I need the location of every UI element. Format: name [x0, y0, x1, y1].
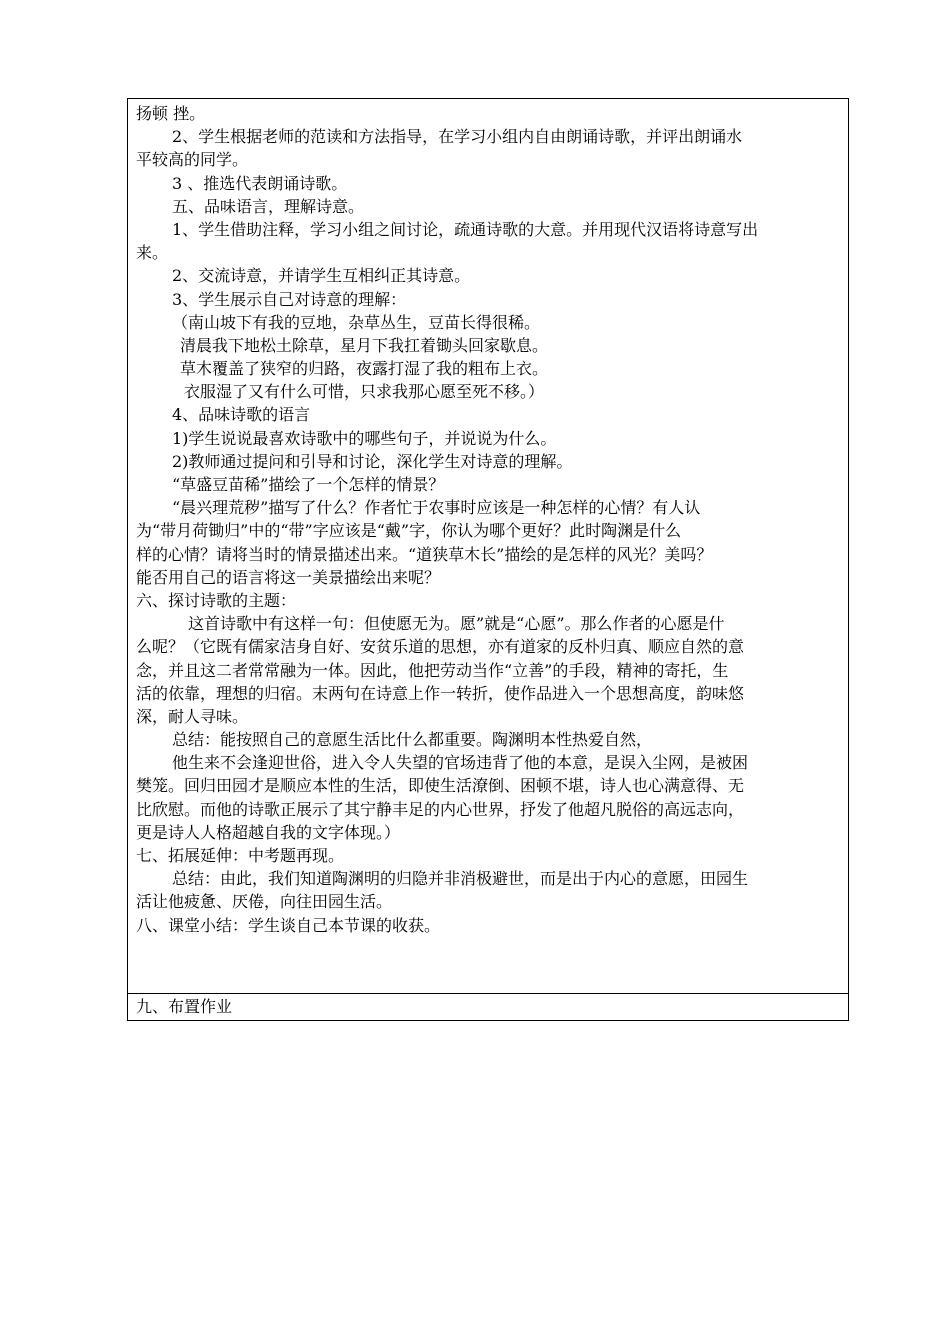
text-line: 4、品味诗歌的语言: [172, 405, 311, 425]
text-line: 念，并且这二者常常融为一体。因此，他把劳动当作“立善”的手段，精神的寄托，生: [136, 660, 729, 680]
text-line: 2)教师通过提问和引导和讨论，深化学生对诗意的理解。: [172, 451, 573, 471]
poem-translation-line: 草木覆盖了狭窄的归路，夜露打湿了我的粗布上衣。: [180, 359, 549, 379]
text-line: 他生来不会逢迎世俗，进入令人失望的官场违背了他的本意，是误入尘网，是被困: [172, 753, 749, 773]
lesson-text-body: [136, 102, 842, 937]
text-line: “草盛豆苗稀”描绘了一个怎样的情景？: [172, 475, 445, 494]
section-heading: 六、探讨诗歌的主题：: [136, 590, 297, 610]
text-line: 样的心情？请将当时的情景描述出来。“道狭草木长”描绘的是怎样的风光？美吗？: [136, 544, 713, 564]
poem-translation-line: 衣服湿了又有什么可惜，只求我那心愿至死不移。）: [184, 382, 545, 402]
text-line: 扬顿 挫。: [136, 104, 206, 123]
text-line: 樊笼。回归田园才是顺应本性的生活，即使生活潦倒、困顿不堪，诗人也心满意得、无: [136, 776, 745, 796]
text-line: 来。: [136, 243, 169, 263]
text-line: 深，耐人寻味。: [136, 706, 249, 726]
poem-translation-line: 清晨我下地松土除草，星月下我扛着锄头回家歇息。: [180, 335, 549, 355]
text-line: 更是诗人人格超越自我的文字体现。）: [136, 822, 401, 842]
text-line: 活让他疲惫、厌倦，向往田园生活。: [136, 892, 393, 912]
text-line: 3、学生展示自己对诗意的理解：: [172, 289, 407, 309]
text-line: 这首诗歌中有这样一句：但使愿无为。愿”就是“心愿”。那么作者的心愿是什: [188, 614, 725, 634]
text-line: 总结：能按照自己的意愿生活比什么都重要。陶渊明本性热爱自然，: [172, 730, 653, 750]
homework-row: [128, 993, 848, 1020]
text-line: 么呢？（它既有儒家洁身自好、安贫乐道的思想，亦有道家的反朴归真、顺应自然的意: [136, 637, 745, 657]
section-heading: 八、课堂小结：学生谈自己本节课的收获。: [136, 915, 441, 935]
text-line: 3 、推选代表朗诵诗歌。: [172, 173, 348, 193]
text-line: 1)学生说说最喜欢诗歌中的哪些句子，并说说为什么。: [172, 428, 557, 448]
section-heading: 九、布置作业: [136, 997, 233, 1016]
text-line: 2、交流诗意，并请学生互相纠正其诗意。: [172, 266, 471, 286]
text-line: 2、学生根据老师的范读和方法指导，在学习小组内自由朗诵诗歌，并评出朗诵水: [172, 127, 743, 147]
text-line: 平较高的同学。: [136, 150, 249, 170]
poem-translation-line: （南山坡下有我的豆地，杂草丛生，豆苗长得很稀。: [172, 312, 541, 332]
text-line: “晨兴理荒秽”描写了什么？作者忙于农事时应该是一种怎样的心情？有人认: [172, 498, 701, 518]
text-line: 为“带月荷锄归”中的“带”字应该是“戴”字，你认为哪个更好？此时陶渊是什么: [136, 521, 682, 541]
section-heading: 七、拓展延伸：中考题再现。: [136, 846, 345, 865]
text-line: 总结：由此，我们知道陶渊明的归隐并非消极避世，而是出于内心的意愿，田园生: [172, 869, 749, 889]
text-line: 活的依靠，理想的归宿。末两句在诗意上作一转折，使作品进入一个思想高度，韵味悠: [136, 683, 745, 703]
section-heading: 五、品味语言，理解诗意。: [172, 196, 365, 216]
text-line: 比欣慰。而他的诗歌正展示了其宁静丰足的内心世界，抒发了他超凡脱俗的高远志向，: [136, 799, 745, 819]
text-line: 1、学生借助注释，学习小组之间讨论，疏通诗歌的大意。并用现代汉语将诗意写出: [172, 219, 759, 239]
text-line: 能否用自己的语言将这一美景描绘出来呢？: [136, 567, 441, 587]
lesson-plan-table-cell: [127, 98, 849, 1021]
